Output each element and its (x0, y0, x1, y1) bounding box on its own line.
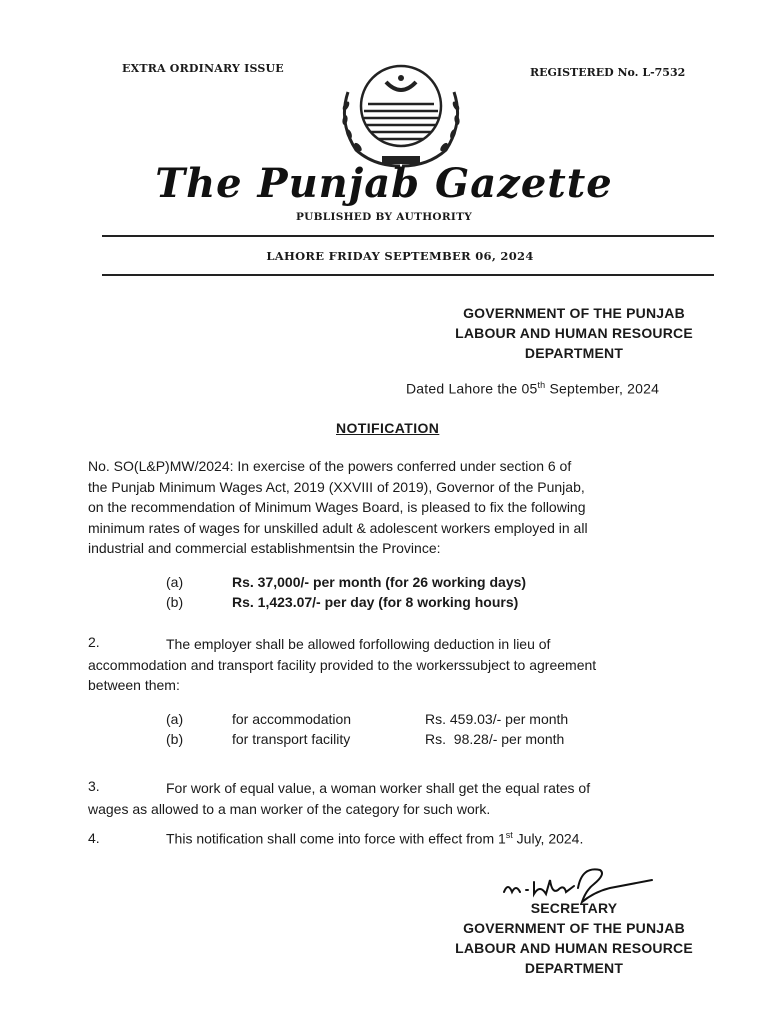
header-rule-top (102, 235, 714, 237)
para-number: 3. (88, 778, 100, 794)
header-rule-bottom (102, 274, 714, 276)
text-line: between them: (88, 677, 180, 693)
wage-label: (b) (166, 594, 184, 610)
para-number: 4. (88, 830, 100, 846)
text-line: No. SO(L&P)MW/2024: In exercise of the powers conferred under section 6 of (88, 458, 572, 474)
signature-block (404, 898, 744, 978)
issuer-line: GOVERNMENT OF THE PUNJAB (463, 305, 685, 321)
signatory-designation: SECRETARY (530, 900, 618, 916)
deduction-amount: Rs. 459.03/- per month (425, 711, 569, 727)
text-line: on the recommendation of Minimum Wages Board, is pleased to fix the following (88, 499, 586, 515)
paragraph-4: This notification shall come into force with effect from 1st July, 2024. (166, 830, 584, 847)
registration-number: REGISTERED No. L-7532 (530, 66, 686, 79)
gazette-tagline: PUBLISHED BY AUTHORITY (295, 211, 473, 223)
deduction-amount: Rs. 98.28/- per month (425, 731, 565, 747)
text-line: wages as allowed to a man worker of the category for such work. (88, 800, 491, 817)
issue-label: EXTRA ORDINARY ISSUE (122, 62, 284, 75)
para-number: 2. (88, 634, 100, 650)
opening-paragraph (88, 456, 714, 559)
wage-label: (a) (166, 574, 184, 590)
notification-title: NOTIFICATION (336, 420, 440, 436)
gazette-title: The Punjab Gazette (155, 160, 613, 207)
deduction-label: (b) (166, 731, 184, 747)
issuer-line: LABOUR AND HUMAN RESOURCE (455, 325, 693, 341)
issuer-block (404, 303, 744, 363)
punjab-crest-icon (330, 62, 472, 170)
text-line: For work of equal value, a woman worker shall get the equal rates of (166, 780, 591, 796)
wage-rate: Rs. 37,000/- per month (for 26 working days) (232, 574, 527, 590)
issuer-line: DEPARTMENT (524, 960, 624, 976)
issuer-line: LABOUR AND HUMAN RESOURCE (455, 940, 693, 956)
gazette-dateline: LAHORE FRIDAY SEPTEMBER 06, 2024 (266, 249, 534, 263)
deduction-item: for transport facility (232, 731, 351, 747)
text-line: accommodation and transport facility provided to the workerssubject to agreement (88, 656, 597, 673)
deduction-item: for accommodation (232, 711, 352, 727)
text-line: The employer shall be allowed forfollowing deduction in lieu of (166, 636, 551, 652)
paragraph-2 (88, 634, 714, 696)
text-line: minimum rates of wages for unskilled adult & adolescent workers employed in all (88, 519, 588, 536)
text-line: the Punjab Minimum Wages Act, 2019 (XXVIII of 2019), Governor of the Punjab, (88, 478, 585, 495)
paragraph-3 (88, 778, 714, 819)
text-line: industrial and commercial establishmentsin the Province: (88, 540, 441, 556)
issuer-line: DEPARTMENT (524, 345, 624, 361)
issuer-line: GOVERNMENT OF THE PUNJAB (463, 920, 685, 936)
wage-rate: Rs. 1,423.07/- per day (for 8 working hours) (232, 594, 519, 610)
deduction-label: (a) (166, 711, 184, 727)
dated-line: Dated Lahore the 05th September, 2024 (406, 380, 660, 397)
